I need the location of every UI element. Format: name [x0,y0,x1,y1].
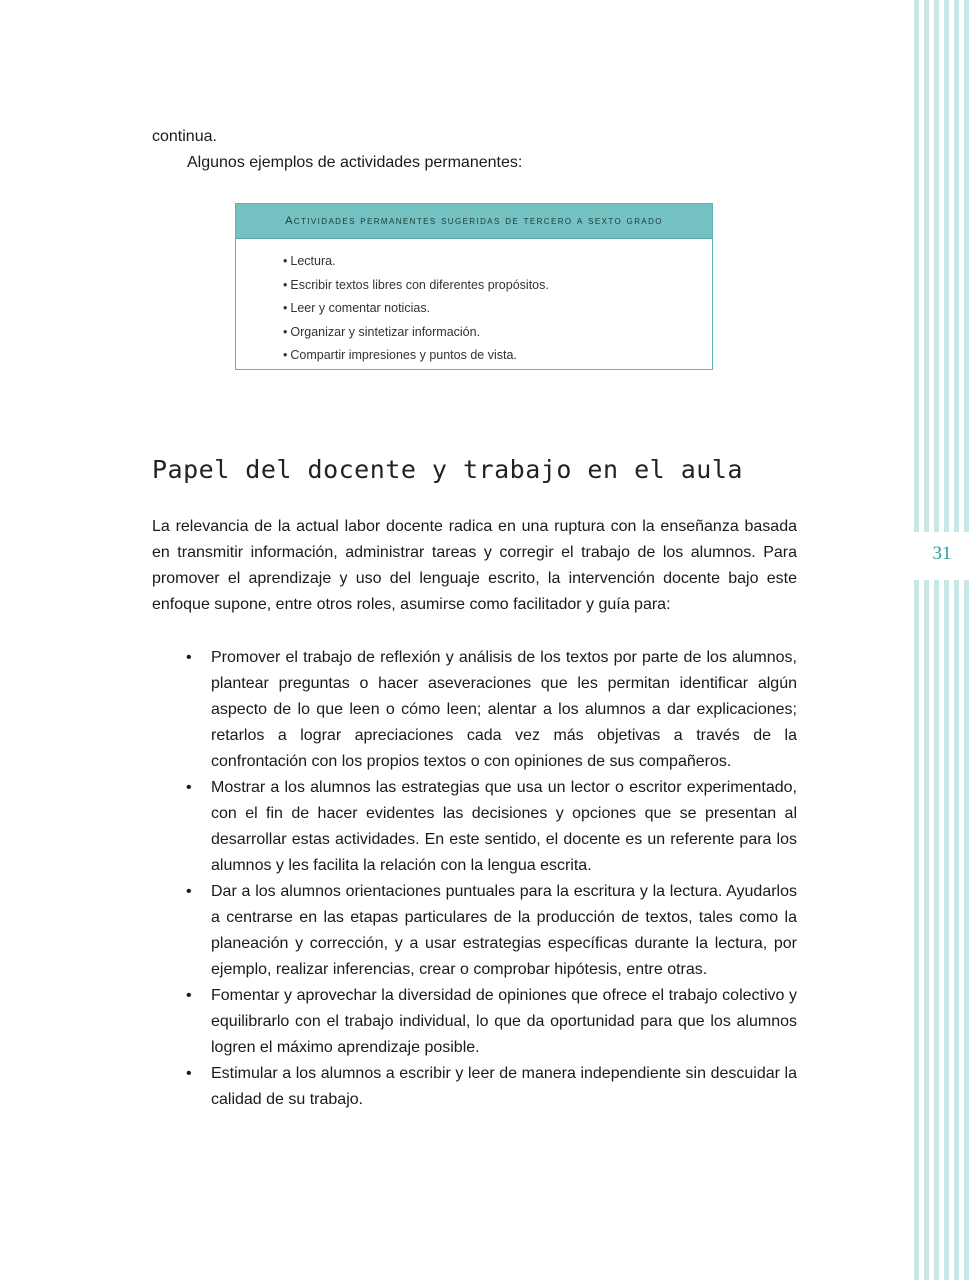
activity-item: • Leer y comentar noticias. [283,297,712,321]
section-title: Papel del docente y trabajo en el aula [152,455,743,484]
activity-item: • Lectura. [283,250,712,274]
intro-examples-line: Algunos ejemplos de actividades permanentes: [187,154,523,171]
teacher-roles-list [211,645,797,1113]
activities-box-title: Actividades permanentes sugeridas de tercero a sexto grado [236,204,712,239]
activities-box [235,203,713,370]
page-number: 31 [932,543,952,564]
list-item: • Promover el trabajo de reflexión y análisis de los textos por parte de los alumnos, plantear preguntas o hacer aseveraciones que les permitan identificar algún aspecto de lo que leen o cómo leen; alentar a los alumnos a dar explicaciones; retarlos a lograr apreciaciones cada vez más objetivas a través de la confrontación con los propios textos o con opiniones de sus compañeros. [211,645,797,775]
activity-item: • Escribir textos libres con diferentes propósitos. [283,274,712,298]
list-item: • Dar a los alumnos orientaciones puntuales para la escritura y la lectura. Ayudarlos a centrarse en las etapas particulares de la producción de textos, tales como la planeación y corrección, y a usar estrategias específicas durante la lectura, por ejemplo, realizar inferencias, crear o comprobar hipótesis, entre otras. [211,879,797,983]
activity-item: • Organizar y sintetizar información. [283,321,712,345]
list-item: • Fomentar y aprovechar la diversidad de opiniones que ofrece el trabajo colectivo y equilibrarlo con el trabajo individual, lo que da oportunidad para que los alumnos logren el máximo aprendizaje posible. [211,983,797,1061]
list-item: • Mostrar a los alumnos las estrategias que usa un lector o escritor experimentado, con el fin de hacer evidentes las decisiones y opciones que se presentan al desarrollar estas actividades. En este sentido, el docente es un referente para los alumnos y les facilita la relación con la lengua escrita. [211,775,797,879]
activities-list [236,239,712,368]
section-paragraph: La relevancia de la actual labor docente radica en una ruptura con la enseñanza basada en transmitir información, administrar tareas y corregir el trabajo de los alumnos. Para promover el aprendizaje y uso del lenguaje escrito, la intervención docente bajo este enfoque supone, entre otros roles, asumirse como facilitador y guía para: [152,518,797,613]
decorative-margin-stripes [910,0,972,1280]
activity-item: • Compartir impresiones y puntos de vista. [283,344,712,368]
list-item: • Estimular a los alumnos a escribir y leer de manera independiente sin descuidar la calidad de su trabajo. [211,1061,797,1113]
intro-continua: continua. [152,128,217,145]
